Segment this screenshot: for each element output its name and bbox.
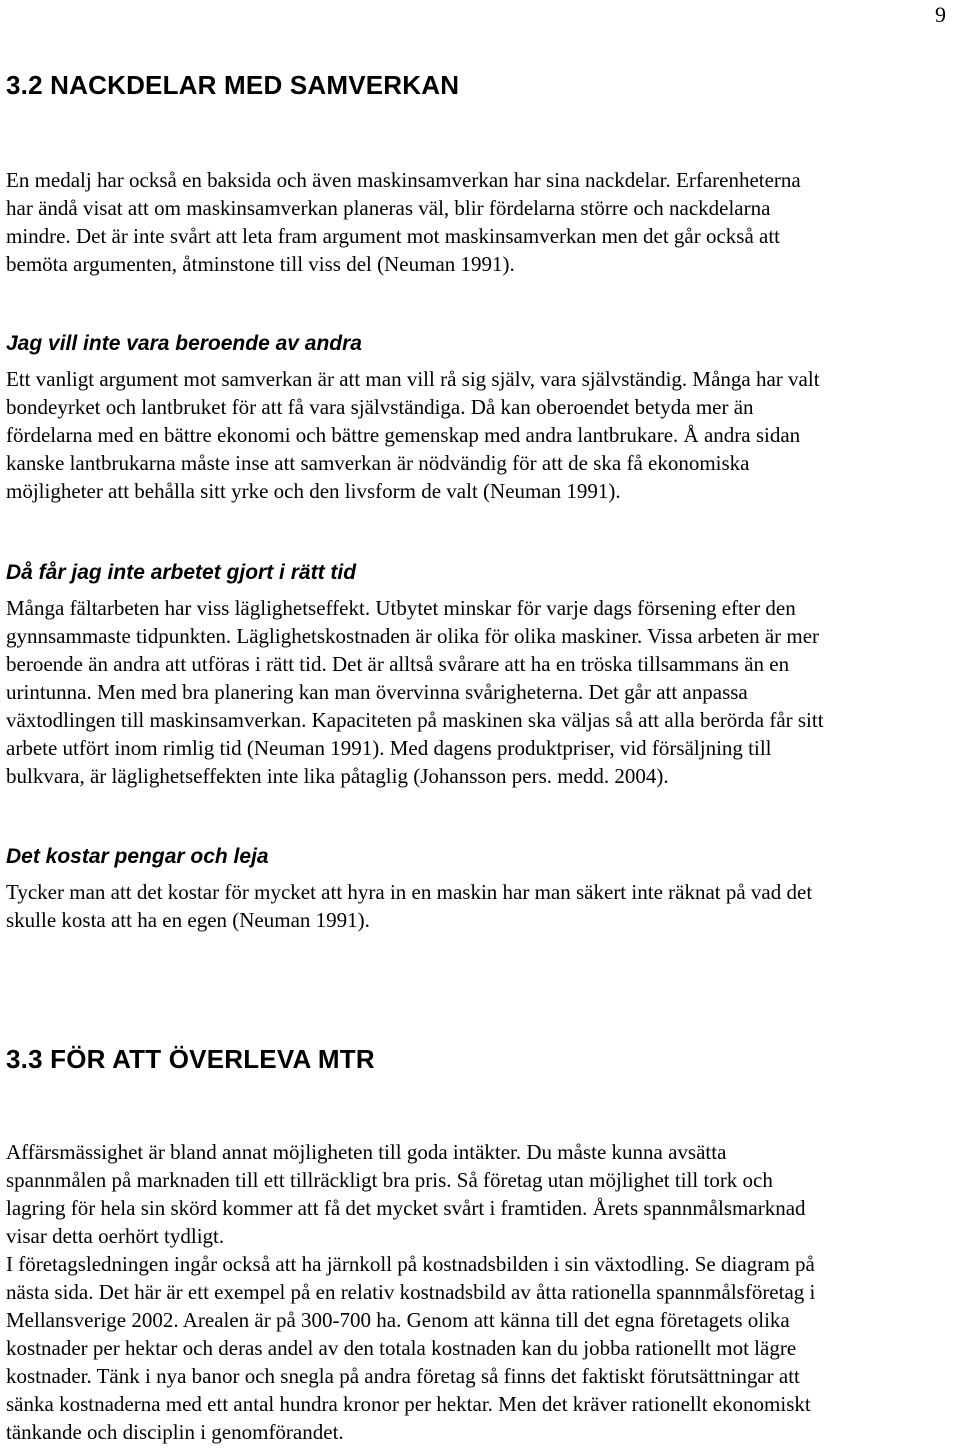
paragraph-line: Många fältarbeten har viss läglighetseffekt. Utbytet minskar för varje dags försening efter den <box>6 596 796 620</box>
paragraph-line: bemöta argumenten, åtminstone till viss del (Neuman 1991). <box>6 252 515 276</box>
paragraph-line: mindre. Det är inte svårt att leta fram argument mot maskinsamverkan men det går också att <box>6 224 781 248</box>
paragraph-line: bulkvara, är läglighetseffekten inte lika påtaglig (Johansson pers. medd. 2004). <box>6 764 669 788</box>
paragraph-line: kostnader per hektar och deras andel av den totala kostnaden kan du jobba rationellt mot lägre <box>6 1336 797 1360</box>
paragraph-line: I företagsledningen ingår också att ha järnkoll på kostnadsbilden i sin växtodling. Se diagram på <box>6 1252 815 1276</box>
subheading-ratt-tid: Då får jag inte arbetet gjort i rätt tid <box>6 561 357 584</box>
intro-paragraph <box>6 166 801 278</box>
paragraph-line: sänka kostnaderna med ett antal hundra kronor per hektar. Men det kräver rationellt ekonomiskt <box>6 1392 811 1416</box>
paragraph-line: spannmålen på marknaden till ett tillräckligt bra pris. Så företag utan möjlighet till tork och <box>6 1168 773 1192</box>
subheading-beroende: Jag vill inte vara beroende av andra <box>6 332 362 355</box>
paragraph-line: visar detta oerhört tydligt. <box>6 1224 225 1248</box>
paragraph-line: bondeyrket och lantbruket för att få vara självständiga. Då kan oberoendet betyda mer än <box>6 395 754 419</box>
paragraph-line: har ändå visat att om maskinsamverkan planeras väl, blir fördelarna större och nackdelarna <box>6 196 771 220</box>
paragraph-line: lagring för hela sin skörd kommer att få det mycket svårt i framtiden. Årets spannmålsmarknad <box>6 1196 806 1220</box>
paragraph-beroende <box>6 365 820 505</box>
paragraph-line: Mellansverige 2002. Arealen är på 300-700 ha. Genom att känna till det egna företagets olika <box>6 1308 790 1332</box>
page-number: 9 <box>935 2 946 27</box>
paragraph-line: gynnsammaste tidpunkten. Läglighetskostnaden är olika för olika maskiner. Vissa arbeten är mer <box>6 624 820 648</box>
section-heading-overleva: 3.3 FÖR ATT ÖVERLEVA MTR <box>6 1044 375 1074</box>
paragraph-kostar <box>6 878 812 934</box>
paragraph-line: tänkande och disciplin i genomförandet. <box>6 1420 344 1444</box>
paragraph-line: kostnader. Tänk i nya banor och snegla på andra företag så finns det faktiskt förutsättningar att <box>6 1364 800 1388</box>
paragraph-overleva <box>6 1138 815 1446</box>
paragraph-ratt-tid <box>6 594 824 790</box>
paragraph-line: arbete utfört inom rimlig tid (Neuman 1991). Med dagens produktpriser, vid försäljning till <box>6 736 772 760</box>
section-heading-nackdelar: 3.2 NACKDELAR MED SAMVERKAN <box>6 70 460 100</box>
paragraph-line: fördelarna med en bättre ekonomi och bättre gemenskap med andra lantbrukare. Å andra sidan <box>6 423 801 447</box>
paragraph-line: möjligheter att behålla sitt yrke och den livsform de valt (Neuman 1991). <box>6 479 621 503</box>
paragraph-line: beroende än andra att utföras i rätt tid. Det är alltså svårare att ha en tröska tillsammans än en <box>6 652 790 676</box>
paragraph-line: En medalj har också en baksida och även maskinsamverkan har sina nackdelar. Erfarenheterna <box>6 168 801 192</box>
paragraph-line: skulle kosta att ha en egen (Neuman 1991). <box>6 908 370 932</box>
paragraph-line: växtodlingen till maskinsamverkan. Kapaciteten på maskinen ska väljas så att alla berörda får sitt <box>6 708 824 732</box>
paragraph-line: Affärsmässighet är bland annat möjligheten till goda intäkter. Du måste kunna avsätta <box>6 1140 727 1164</box>
paragraph-line: Tycker man att det kostar för mycket att hyra in en maskin har man säkert inte räknat på vad det <box>6 880 813 904</box>
paragraph-line: nästa sida. Det här är ett exempel på en relativ kostnadsbild av åtta rationella spannmålsföretag i <box>6 1280 816 1304</box>
paragraph-line: urintunna. Men med bra planering kan man övervinna svårigheterna. Det går att anpassa <box>6 680 748 704</box>
subheading-kostar: Det kostar pengar och leja <box>6 845 269 868</box>
paragraph-line: kanske lantbrukarna måste inse att samverkan är nödvändig för att de ska få ekonomiska <box>6 451 750 475</box>
paragraph-line: Ett vanligt argument mot samverkan är att man vill rå sig själv, vara självständig. Många har valt <box>6 367 820 391</box>
